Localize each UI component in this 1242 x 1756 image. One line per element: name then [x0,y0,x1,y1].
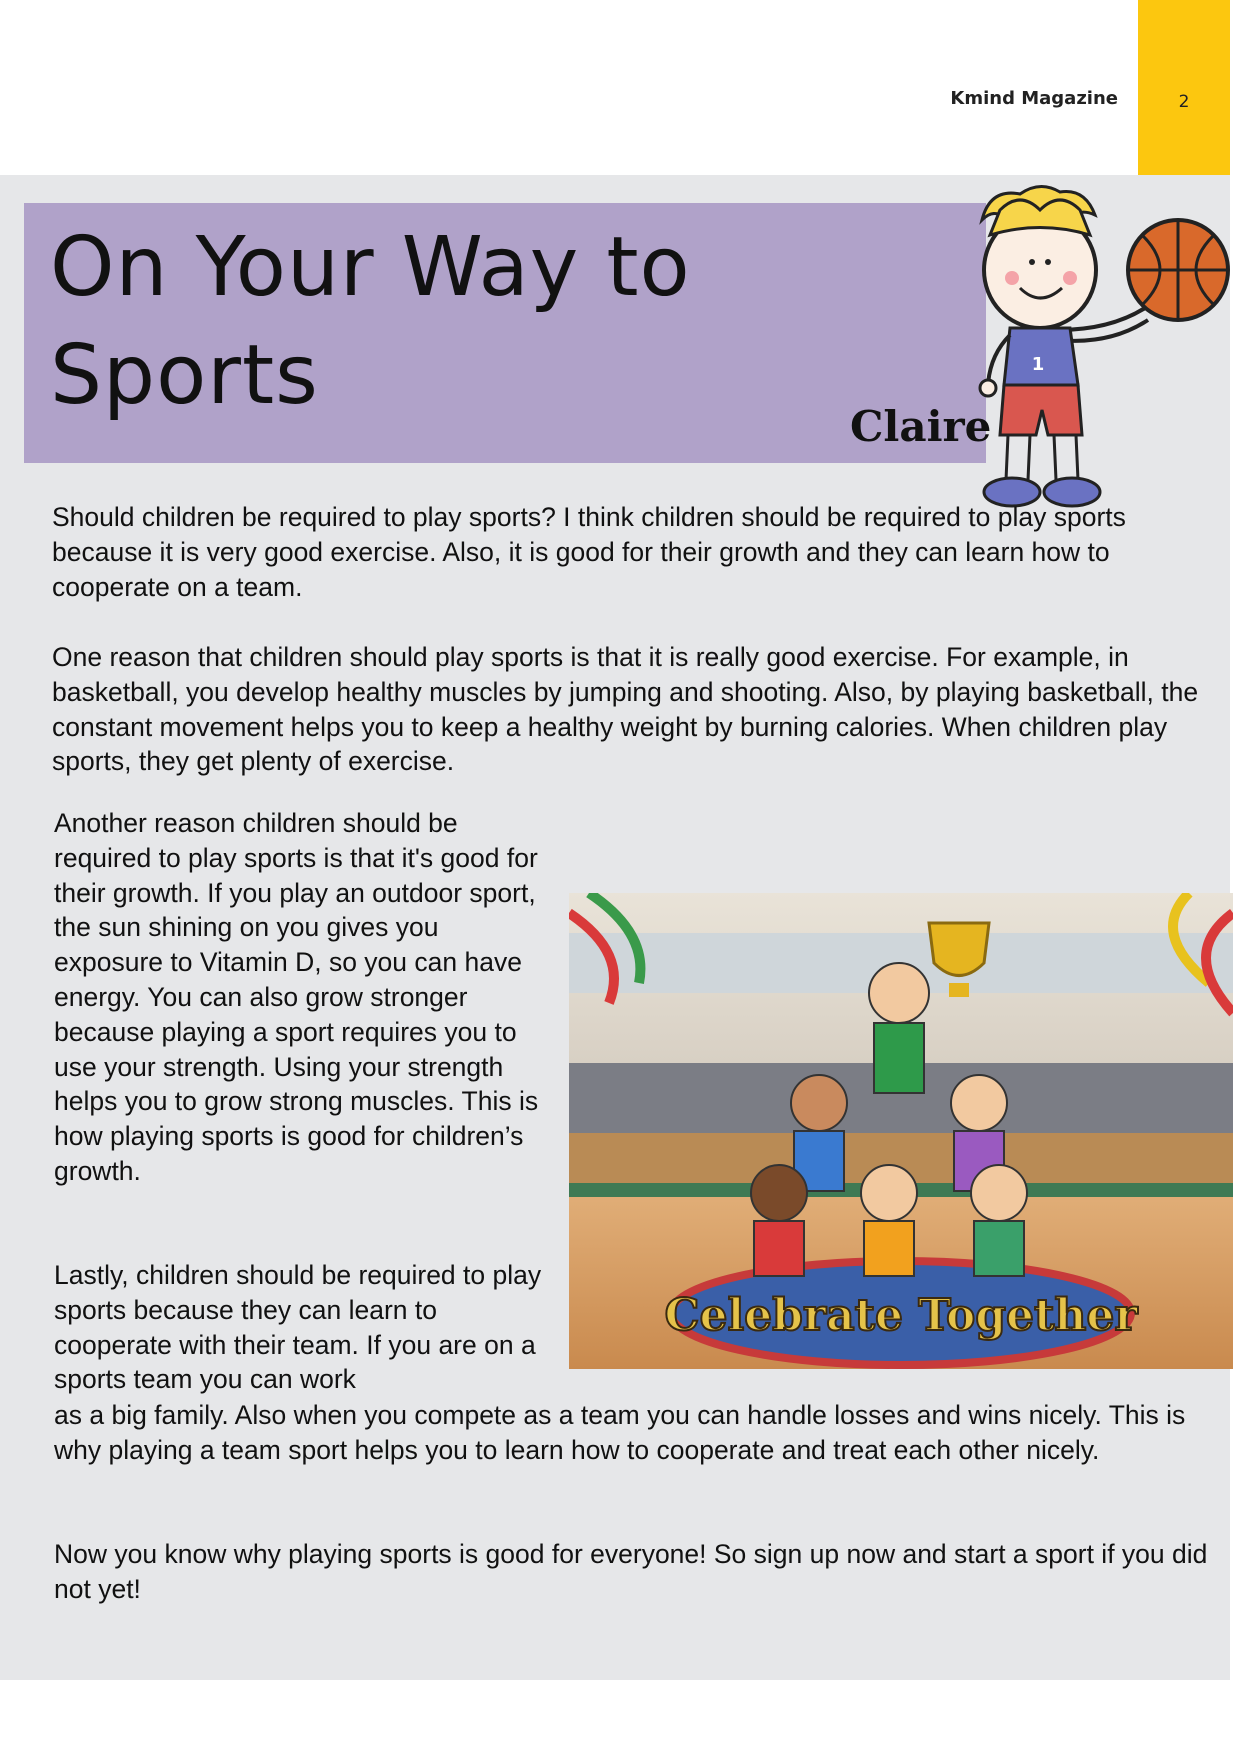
title-line-1: On Your Way to [50,220,691,315]
page-number-tab [1138,0,1230,175]
celebrate-together-image [569,893,1233,1369]
banner-text: Celebrate Together [664,1290,1138,1341]
page-number: 2 [1178,92,1190,112]
jersey-number: 1 [1031,354,1045,375]
paragraph-conclusion: Now you know why playing sports is good for everyone! So sign up now and start a sport if you did not yet! [54,1539,1208,1604]
paragraph-exercise: One reason that children should play sports is that it is really good exercise. For example, in basketball, you develop healthy muscles by jumping and shooting. Also, by playing basketball, the constant movement helps you to keep a healthy weight by burning calories. When children play sports, they get plenty of exercise. [52,642,1199,777]
basketball-boy-illustration [960,180,1236,510]
article-title [50,214,691,430]
title-line-2: Sports [50,328,319,423]
paragraph-growth: Another reason children should be required to play sports is that it's good for their growth. If you play an outdoor sport, the sun shining on you gives you exposure to Vitamin D, so you can have energy. You can also grow stronger because playing a sport requires you to use your strength. Using your strength helps you to grow strong muscles. This is how playing sports is good for children’s growth. [54,808,539,1186]
paragraph-cooperation-end: as a big family. Also when you compete as a team you can handle losses and wins nicely. This is why playing a team sport helps you to learn how to cooperate and treat each other nicely. [54,1400,1186,1465]
author-name: Claire [850,402,992,451]
paragraph-intro: Should children be required to play sports? I think children should be required to play sports because it is very good exercise. Also, it is good for their growth and they can learn how to cooperate on a team. [52,502,1126,602]
paragraph-cooperation-start: Lastly, children should be required to play sports because they can learn to cooperate with their team. If you are on a sports team you can work [54,1260,542,1395]
magazine-name: Kmind Magazine [950,88,1118,109]
